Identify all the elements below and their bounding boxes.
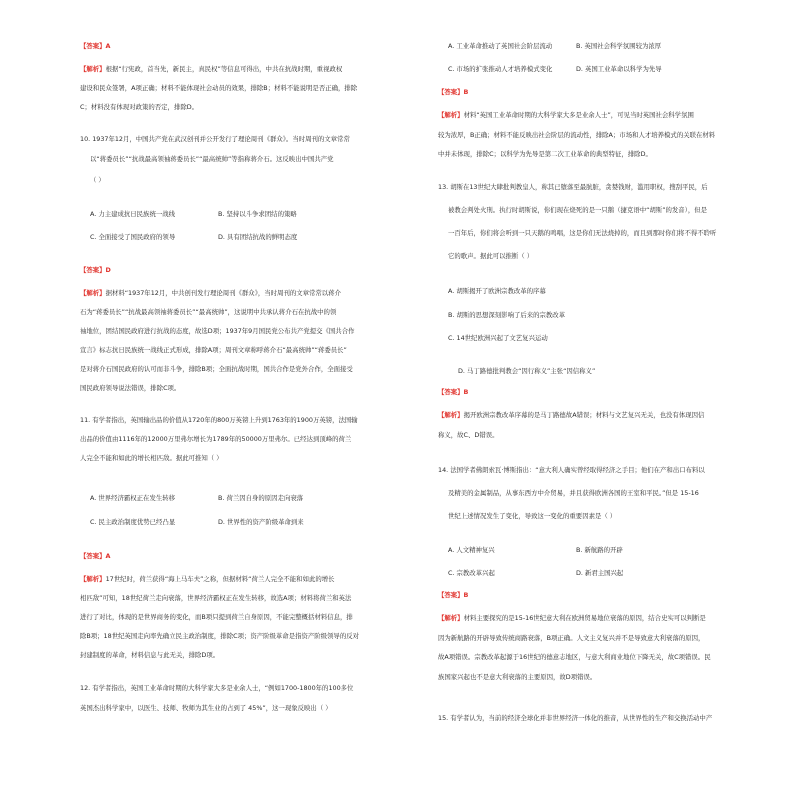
- text-line: A. 工业革命推动了英国社会阶层流动: [448, 42, 553, 50]
- text-line: 出品的价值由1116年的12000万里弗尔增长为1789年的50000万里弗尔。已经达到顶峰的荷兰: [80, 435, 352, 443]
- text-line: 石为“蒋委员长”“抗战最高领袖蒋委员长”“最高统帅”，这说明中共承认蒋介石在抗战中的领: [80, 308, 337, 316]
- option-line: D. 新君主国兴起: [576, 569, 624, 577]
- answer-line: 【答案】B: [438, 388, 469, 396]
- answer-line: 【答案】B: [438, 591, 469, 599]
- explanation-text: 根据“行宪政，首当先，新民主，真民权”等信息可得出，中共在抗战时期，重视政权: [105, 65, 343, 73]
- answer-line: 【答案】B: [438, 88, 469, 96]
- explanation-line: [438, 411, 704, 420]
- answer-line: 【答案】D: [80, 266, 111, 274]
- text-line: C. 全面接受了国民政府的领导: [90, 233, 176, 241]
- explanation-line: [80, 575, 335, 584]
- text-line: 英国杰出科学家中，以医生、技师、牧师为其生业的占到了 45%”，这一现象反映出（ ）: [80, 704, 332, 712]
- text-line: 12. 有学者指出，英国工业革命时期的大科学家大多是业余人士，“例如1700-1800年的100多位: [80, 684, 354, 692]
- explanation-tag: 【解析】: [438, 614, 464, 622]
- text-line: D. 马丁路德批判教会“因行称义”主张“因信称义”: [458, 367, 596, 375]
- text-line: 较为浓厚，B正确；材料不能反映出社会阶层的流动性，排除A；市场和人才培养模式的关联在材料: [438, 131, 716, 139]
- text-line: 10. 1937年12月，中国共产党在武汉创刊并公开发行了理论周刊《群众》。当时周刊的文章常常: [80, 135, 350, 143]
- text-line: 宣言》标志抗日民族统一战线正式形成，排除A项；周刊文章称呼蒋介石“最高统帅”“蒋委员长”: [80, 346, 347, 354]
- text-line: 国民政府领导说法错误，排除C项。: [80, 384, 181, 392]
- text-line: 13. 胡斯在13世纪大肆批判教皇人，称其已堕落至最肮脏，贪婪钱财，滥用职权，搜刮平民，后: [438, 183, 708, 191]
- explanation-tag: 【解析】: [80, 575, 106, 583]
- option-line: B. 英国社会科学氛围较为浓厚: [576, 42, 662, 50]
- option-line: D. 世界性的资产阶级革命到来: [218, 518, 304, 526]
- text-line: 15. 有学者认为，当前的经济全球化并非世界经济一体化的推音，从世界性的生产和交换活动中产: [438, 714, 713, 722]
- text-line: 人完全不能和如此的增长相匹敌。据此可推知（ ）: [80, 454, 223, 462]
- explanation-tag: 【解析】: [80, 65, 106, 73]
- text-line: A. 胡斯揭开了欧洲宗教改革的序幕: [448, 287, 546, 295]
- text-line: 世纪上述情况发生了变化，导致这一变化的重要因素是（ ）: [448, 512, 617, 520]
- text-line: 因为新航路的开辟导致传统商路衰落，B项正确。人文主义复兴并不是导致意大利衰落的原因，: [438, 634, 705, 642]
- explanation-text: 材料“英国工业革命时期的大科学家大多是业余人士”，可见当时英国社会科学氛围: [463, 111, 694, 119]
- explanation-tag: 【解析】: [438, 411, 464, 419]
- text-line: C. 14世纪欧洲兴起了文艺复兴运动: [448, 334, 548, 342]
- explanation-text: 17世纪时，荷兰获得“海上马车夫”之称，但据材料“荷兰人完全不能和如此的增长: [105, 575, 335, 583]
- text-line: A. 力主建成抗日民族统一战线: [90, 210, 176, 218]
- text-line: 被教会判处火刑。执行时胡斯说，你们现在烧死的是一只鹅（捷克语中“胡斯”的发音），但是: [448, 206, 708, 214]
- explanation-tag: 【解析】: [438, 111, 464, 119]
- text-line: 是对蒋介石国民政府的认可而非斗争，排除B项；全面抗战时期，国共合作是党外合作，全面接受: [80, 365, 353, 373]
- text-line: C；材料没有体现对政策的否定，排除D。: [80, 103, 199, 111]
- option-line: B. 荷兰因自身的原因走向衰落: [218, 494, 304, 502]
- text-line: 袖地位，团结国民政府进行抗战的态度，故选D项；1937年9月国民党公布共产党提交《国共合作: [80, 327, 355, 335]
- text-line: 14. 法国学者佛朗索瓦·博斯指出：“意大利人确实曾经取得经济之手目；他们在产和出口布料以: [438, 466, 705, 474]
- explanation-text: 材料主要探究的是15-16世纪意大利在欧洲贸易地位衰落的原因，结合史实可以判断是: [463, 614, 706, 622]
- text-line: C. 民主政治制度优势已经凸显: [90, 518, 176, 526]
- explanation-line: [438, 614, 706, 623]
- text-line: 中并未体现，排除C；以科学为先导是第二次工业革命的典型特征，排除D。: [438, 150, 652, 158]
- text-line: 称义，故C、D错误。: [438, 431, 499, 439]
- text-line: B. 胡斯的思想深刻影响了后来的宗教改革: [448, 311, 566, 319]
- text-line: 建设和民众签署，A项正确；材料不能体现社会动员的效果，排除B；材料不能说明是否正确，排除: [80, 84, 358, 92]
- text-line: 它的歌声。据此可以推断（ ）: [448, 252, 534, 260]
- explanation-text: 揭开欧洲宗教改革序幕的是马丁路德故A错误；材料与文艺复兴无关，也没有体现因信: [463, 411, 705, 419]
- explanation-line: [80, 65, 342, 74]
- text-line: C. 宗教改革兴起: [448, 569, 495, 577]
- text-line: 相匹敌”可知，18世纪荷兰走向衰落，世界经济霸权正在发生转移，故选A项；材料将荷兰和英法: [80, 594, 352, 602]
- explanation-line: [438, 111, 694, 120]
- option-line: B. 坚持以斗争求团结的策略: [218, 210, 297, 218]
- explanation-text: 据材料“1937年12月，中共创刊发行理论周刊《群众》，当时周刊的文章常常以蒋介: [105, 289, 341, 297]
- text-line: A. 人文精神复兴: [448, 546, 495, 554]
- explanation-line: [80, 289, 341, 298]
- option-line: D. 英国工业革命以科学为先导: [576, 65, 662, 73]
- option-line: D. 具有团结抗战的鲜明态度: [218, 233, 298, 241]
- text-line: 以“蒋委员长”“抗战最高领袖蒋委员长”“最高统帅”等指称蒋介石。这反映出中国共产党: [90, 155, 334, 163]
- text-line: 除B项；18世纪英国走向率先确立民主政治制度，排除C项；资产阶级革命是指资产阶级领导的反对: [80, 632, 359, 640]
- text-line: 11. 有学者指出，英国输出品的价值从1720年的800万英镑上升到1763年的1900万英镑，法国输: [80, 416, 358, 424]
- text-line: 一百年后，你们将会听到一只天鹅的鸣唱，这是你们无法烧掉的，而且到那时你们将不得不聆听: [448, 229, 717, 237]
- text-line: 封建制度的革命，材料信息与此无关，排除D项。: [80, 651, 220, 659]
- answer-line: 【答案】A: [80, 552, 111, 560]
- option-line: B. 新航路的开辟: [576, 546, 623, 554]
- text-line: 故A项错误。宗教改革起源于16世纪的德意志地区，与意大利商业地位下降无关，故C项错误。民: [438, 653, 711, 661]
- text-line: C. 市场的扩张推动人才培养模式变化: [448, 65, 553, 73]
- text-line: 族国家兴起也不是意大利衰落的主要原因，故D项错误。: [438, 673, 597, 681]
- explanation-tag: 【解析】: [80, 289, 106, 297]
- text-line: （ ）: [90, 176, 105, 184]
- answer-line: 【答案】A: [80, 42, 111, 50]
- text-line: 及精美的金属制品，从事东西方中介贸易，并且获得欧洲各国的王室和平民。”但是 15-16: [448, 489, 699, 497]
- text-line: A. 世界经济霸权正在发生转移: [90, 494, 176, 502]
- text-line: 进行了对比，体现的是世界商务的变化，而B项只提到荷兰自身原因，不能完整概括材料信息，排: [80, 613, 353, 621]
